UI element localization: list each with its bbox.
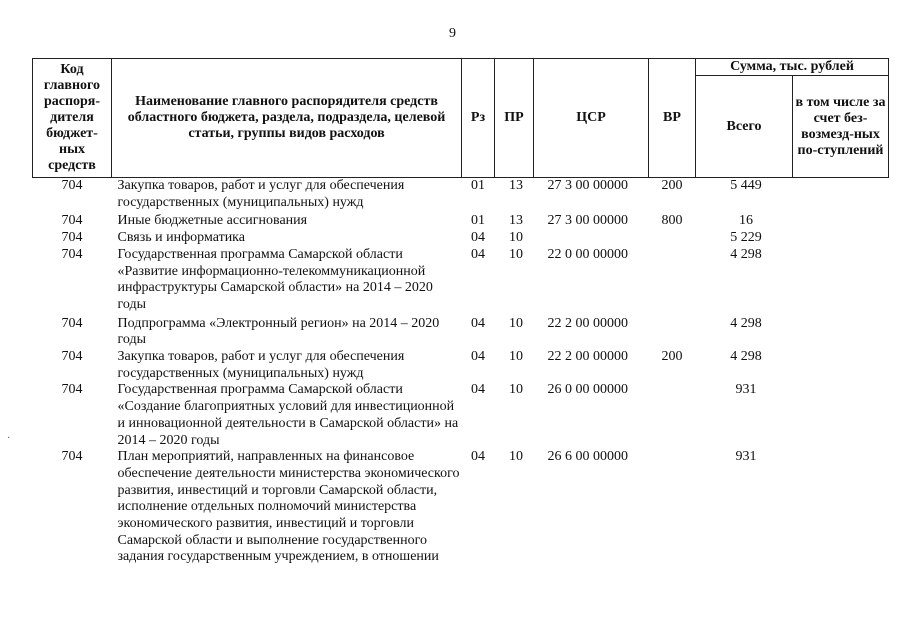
cell-vr bbox=[649, 314, 696, 349]
cell-name: Подпрограмма «Электронный регион» на 2014 – 2020 годы bbox=[117, 315, 440, 348]
cell-total: 4 298 bbox=[730, 349, 762, 365]
cell-free bbox=[793, 230, 889, 247]
cell-total: 16 bbox=[739, 213, 753, 229]
cell-pr: 10 bbox=[509, 349, 523, 365]
scan-edge-mark: · bbox=[7, 433, 11, 444]
cell-free bbox=[793, 211, 889, 230]
budget-table bbox=[32, 58, 889, 566]
cell-free bbox=[793, 382, 889, 449]
cell-pr: 10 bbox=[509, 315, 523, 331]
cell-name: Государственная программа Самарской области «Развитие информационно-телекоммуникационной инфраструктуры Самарской области» на 2014 – 2020 годы bbox=[117, 246, 433, 312]
cell-name: План мероприятий, направленных на финансовое обеспечение деятельности министерства экономического развития, инвестиций и торговли Самарской области, исполнение отдельных полномочий министерства экономического развития, инвестиций и торговли Самарской области и выполнение государственного задания государственным учреждением, в отношении bbox=[117, 449, 460, 565]
header-name: Наименование главного распорядителя средств областного бюджета, раздела, подраздела, целевой статьи, группы видов расходов bbox=[112, 59, 462, 178]
table-row bbox=[33, 449, 889, 566]
cell-free bbox=[793, 314, 889, 349]
table-header bbox=[33, 59, 889, 178]
cell-code: 704 bbox=[61, 449, 83, 465]
header-pr: ПР bbox=[495, 59, 534, 178]
cell-free bbox=[793, 449, 889, 566]
cell-free bbox=[793, 247, 889, 314]
cell-total: 931 bbox=[735, 449, 757, 465]
cell-csr: 22 2 00 00000 bbox=[547, 349, 628, 365]
cell-name: Закупка товаров, работ и услуг для обеспечения государственных (муниципальных) нужд bbox=[117, 349, 405, 381]
cell-rz: 01 bbox=[471, 178, 485, 193]
table-row bbox=[33, 314, 889, 349]
cell-name: Государственная программа Самарской области «Создание благоприятных условий для инвестиционной и инновационной деятельности в Самарской области» на 2014 – 2020 годы bbox=[117, 382, 459, 448]
cell-csr: 26 6 00 00000 bbox=[547, 449, 628, 465]
cell-code: 704 bbox=[61, 230, 83, 246]
cell-total: 4 298 bbox=[730, 246, 762, 262]
table-row bbox=[33, 247, 889, 314]
cell-rz: 01 bbox=[471, 213, 485, 229]
cell-vr: 800 bbox=[661, 213, 683, 229]
cell-csr: 22 0 00 00000 bbox=[547, 246, 628, 262]
cell-pr: 13 bbox=[509, 213, 523, 229]
table-body bbox=[33, 178, 889, 567]
cell-total: 5 449 bbox=[730, 178, 762, 193]
cell-csr: 27 3 00 00000 bbox=[547, 213, 628, 229]
cell-rz: 04 bbox=[471, 349, 485, 365]
cell-code: 704 bbox=[61, 246, 83, 262]
cell-vr bbox=[649, 449, 696, 566]
header-free: в том числе за счет без-возмезд-ных по-ступлений bbox=[793, 76, 889, 178]
table-row bbox=[33, 382, 889, 449]
table-row bbox=[33, 230, 889, 247]
cell-rz: 04 bbox=[471, 449, 485, 465]
page-number: 9 bbox=[449, 26, 456, 41]
cell-code: 704 bbox=[61, 213, 83, 229]
cell-pr: 10 bbox=[509, 449, 523, 465]
cell-code: 704 bbox=[61, 382, 83, 398]
table-row bbox=[33, 349, 889, 382]
cell-csr: 27 3 00 00000 bbox=[547, 178, 628, 193]
cell-pr: 13 bbox=[509, 178, 523, 193]
cell-code: 704 bbox=[61, 178, 83, 193]
cell-free bbox=[793, 178, 889, 212]
cell-csr: 26 0 00 00000 bbox=[547, 382, 628, 398]
header-vr: ВР bbox=[649, 59, 696, 178]
cell-code: 704 bbox=[61, 349, 83, 365]
table-row bbox=[33, 211, 889, 230]
cell-pr: 10 bbox=[509, 246, 523, 262]
cell-name: Закупка товаров, работ и услуг для обеспечения государственных (муниципальных) нужд bbox=[117, 178, 405, 210]
cell-code: 704 bbox=[61, 315, 83, 331]
cell-free bbox=[793, 349, 889, 382]
cell-rz: 04 bbox=[471, 382, 485, 398]
cell-pr: 10 bbox=[509, 382, 523, 398]
cell-pr: 10 bbox=[509, 230, 523, 246]
cell-name: Иные бюджетные ассигнования bbox=[117, 213, 308, 229]
cell-name: Связь и информатика bbox=[117, 230, 245, 246]
header-total: Всего bbox=[696, 76, 793, 178]
header-rz: Рз bbox=[462, 59, 495, 178]
table-row bbox=[33, 178, 889, 212]
cell-vr: 200 bbox=[661, 178, 683, 193]
cell-csr: 22 2 00 00000 bbox=[547, 315, 628, 331]
cell-vr bbox=[649, 382, 696, 449]
cell-vr bbox=[649, 247, 696, 314]
cell-total: 4 298 bbox=[730, 315, 762, 331]
cell-vr bbox=[649, 230, 696, 247]
cell-rz: 04 bbox=[471, 246, 485, 262]
cell-csr bbox=[534, 230, 649, 247]
cell-total: 931 bbox=[735, 382, 757, 398]
header-code: Код главного распоря-дителя бюджет-ных средств bbox=[33, 59, 112, 178]
cell-rz: 04 bbox=[471, 315, 485, 331]
header-csr: ЦСР bbox=[534, 59, 649, 178]
cell-total: 5 229 bbox=[730, 230, 762, 246]
header-sum: Сумма, тыс. рублей bbox=[696, 59, 889, 76]
cell-vr: 200 bbox=[661, 349, 683, 365]
cell-rz: 04 bbox=[471, 230, 485, 246]
